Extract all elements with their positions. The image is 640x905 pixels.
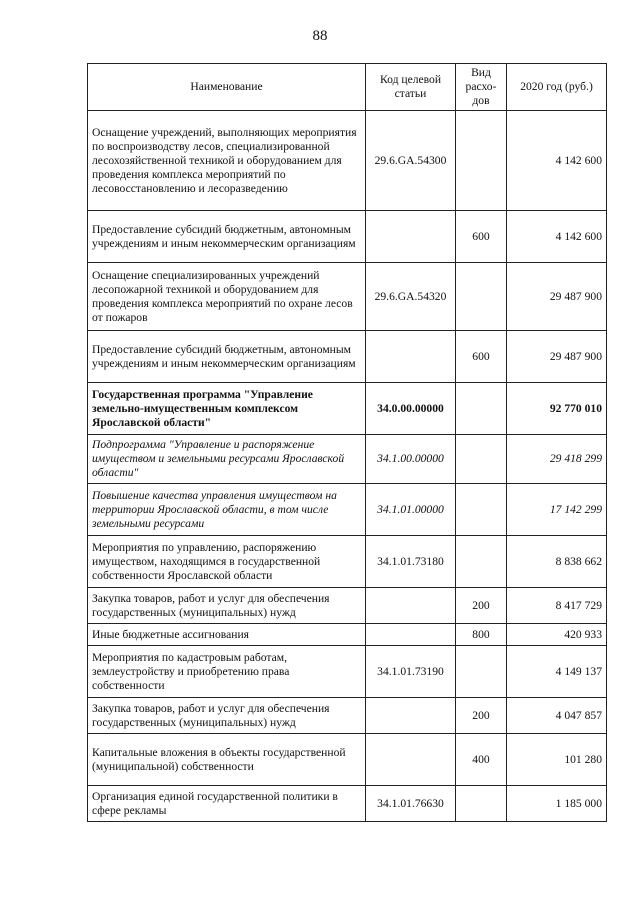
- row-name-cell: Организация единой государственной политики в сфере рекламы: [88, 786, 366, 822]
- row-sum-cell: 17 142 299: [507, 484, 607, 536]
- row-name-cell: Повышение качества управления имуществом на территории Ярославской области, в том числе земельными ресурсами: [88, 484, 366, 536]
- row-type-cell: 200: [456, 588, 507, 624]
- row-name-cell: Мероприятия по управлению, распоряжению имуществом, находящимся в государственной собственности Ярославской области: [88, 536, 366, 588]
- header-sum: 2020 год (руб.): [507, 64, 607, 111]
- row-code-cell: 29.6.GA.54300: [366, 111, 456, 211]
- row-type-cell: [456, 435, 507, 484]
- row-type-cell: [456, 646, 507, 698]
- row-name-cell: Подпрограмма "Управление и распоряжение имуществом и земельными ресурсами Ярославской области": [88, 435, 366, 484]
- row-name-cell: Предоставление субсидий бюджетным, автономным учреждениям и иным некоммерческим организациям: [88, 331, 366, 383]
- row-code-cell: 34.0.00.00000: [366, 383, 456, 435]
- row-code-cell: [366, 211, 456, 263]
- budget-table: [87, 63, 607, 822]
- row-name-cell: Закупка товаров, работ и услуг для обеспечения государственных (муниципальных) нужд: [88, 588, 366, 624]
- row-name-cell: Мероприятия по кадастровым работам, землеустройству и приобретению права собственности: [88, 646, 366, 698]
- row-code-cell: 34.1.01.73190: [366, 646, 456, 698]
- table-row: [88, 624, 607, 646]
- table-row: [88, 734, 607, 786]
- row-type-cell: 600: [456, 331, 507, 383]
- header-type: Вид расхо-дов: [456, 64, 507, 111]
- row-sum-cell: 8 417 729: [507, 588, 607, 624]
- row-type-cell: [456, 111, 507, 211]
- row-code-cell: [366, 734, 456, 786]
- row-code-cell: 34.1.01.76630: [366, 786, 456, 822]
- row-code-cell: 34.1.00.00000: [366, 435, 456, 484]
- table-header-row: [88, 64, 607, 111]
- row-type-cell: 800: [456, 624, 507, 646]
- row-type-cell: [456, 786, 507, 822]
- row-sum-cell: 4 149 137: [507, 646, 607, 698]
- row-sum-cell: 4 142 600: [507, 211, 607, 263]
- table-row: [88, 484, 607, 536]
- table-row: [88, 263, 607, 331]
- row-name-cell: Государственная программа "Управление земельно-имущественным комплексом Ярославской области": [88, 383, 366, 435]
- row-code-cell: 29.6.GA.54320: [366, 263, 456, 331]
- row-sum-cell: 29 418 299: [507, 435, 607, 484]
- row-code-cell: [366, 588, 456, 624]
- table-row: [88, 698, 607, 734]
- row-type-cell: [456, 263, 507, 331]
- row-code-cell: [366, 331, 456, 383]
- table-body: [88, 111, 607, 822]
- row-type-cell: [456, 383, 507, 435]
- row-name-cell: Оснащение специализированных учреждений лесопожарной техникой и оборудованием для проведения комплекса мероприятий по охране лесов от пожаров: [88, 263, 366, 331]
- row-sum-cell: 29 487 900: [507, 263, 607, 331]
- row-sum-cell: 1 185 000: [507, 786, 607, 822]
- row-code-cell: 34.1.01.73180: [366, 536, 456, 588]
- row-type-cell: [456, 484, 507, 536]
- row-name-cell: Оснащение учреждений, выполняющих мероприятия по воспроизводству лесов, специализированной лесохозяйственной техникой и оборудованием для проведения комплекса мероприятий по лесовосстановлению и лесоразведению: [88, 111, 366, 211]
- table-row: [88, 786, 607, 822]
- row-sum-cell: 4 047 857: [507, 698, 607, 734]
- table-row: [88, 211, 607, 263]
- row-sum-cell: 101 280: [507, 734, 607, 786]
- row-sum-cell: 29 487 900: [507, 331, 607, 383]
- table-row: [88, 435, 607, 484]
- row-code-cell: [366, 698, 456, 734]
- row-name-cell: Капитальные вложения в объекты государственной (муниципальной) собственности: [88, 734, 366, 786]
- row-sum-cell: 420 933: [507, 624, 607, 646]
- table-row: [88, 588, 607, 624]
- row-code-cell: [366, 624, 456, 646]
- row-sum-cell: 92 770 010: [507, 383, 607, 435]
- row-sum-cell: 4 142 600: [507, 111, 607, 211]
- row-name-cell: Закупка товаров, работ и услуг для обеспечения государственных (муниципальных) нужд: [88, 698, 366, 734]
- header-name: Наименование: [88, 64, 366, 111]
- row-type-cell: [456, 536, 507, 588]
- row-type-cell: 400: [456, 734, 507, 786]
- row-name-cell: Предоставление субсидий бюджетным, автономным учреждениям и иным некоммерческим организациям: [88, 211, 366, 263]
- row-type-cell: 200: [456, 698, 507, 734]
- table-row: [88, 646, 607, 698]
- row-code-cell: 34.1.01.00000: [366, 484, 456, 536]
- header-code: Код целевой статьи: [366, 64, 456, 111]
- table-row: [88, 331, 607, 383]
- row-sum-cell: 8 838 662: [507, 536, 607, 588]
- table-row: [88, 383, 607, 435]
- table-row: [88, 536, 607, 588]
- table-row: [88, 111, 607, 211]
- page-number: 88: [312, 28, 328, 44]
- row-type-cell: 600: [456, 211, 507, 263]
- row-name-cell: Иные бюджетные ассигнования: [88, 624, 366, 646]
